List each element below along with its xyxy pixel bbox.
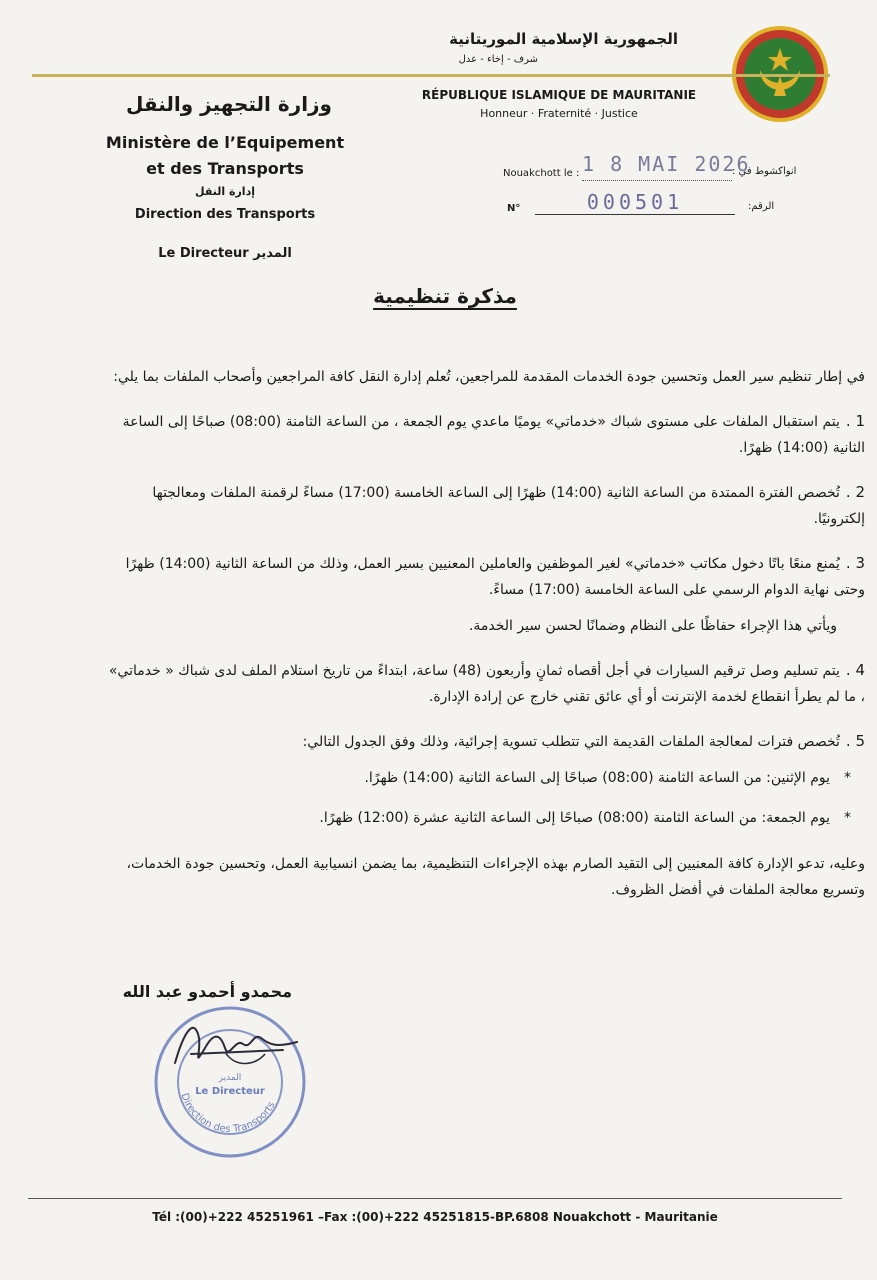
stamp-top-text: المدير [218, 1073, 242, 1083]
item-number: 2 . [845, 483, 865, 501]
item-text: يتم تسليم وصل ترقيم السيارات في أجل أقصاه ثمانٍ وأربعون (48) ساعة، ابتداءً من تاريخ استلام الملف لدى شباك « خدماتي» ، ما لم يطرأ انقطاع لخدمة الإنترنت أو أي عائق تقني خارج عن إرادة الإدارة. [108, 663, 865, 705]
memo-note: ويأتي هذا الإجراء حفاظًا على النظام وضمانًا لحسن سير الخدمة. [468, 618, 837, 634]
item-text: يتم استقبال الملفات على مستوى شباك «خدماتي» يوميًا ماعدي يوم الجمعة ، من الساعة الثامنة (08:00) صباحًا إلى الساعة الثانية (14:00) ظهرًا. [122, 414, 865, 456]
item-text: تُخصص الفترة الممتدة من الساعة الثانية (14:00) ظهرًا إلى الساعة الخامسة (17:00) مساءً لرقمنة الملفات ومعالجتها إلكترونيًا. [152, 485, 865, 527]
intro-paragraph: في إطار تنظيم سير العمل وتحسين جودة الخدمات المقدمة للمراجعين، تُعلم إدارة النقل كافة المراجعين وأصحاب الملفات بما يلي: [113, 369, 865, 385]
closing-paragraph: وعليه، تدعو الإدارة كافة المعنيين إلى التقيد الصارم بهذه الإجراءات التنظيمية، بما يضمن انسيابية العمل، وتحسين جودة الخدمات، وتسريع معالجة الملفات في أفضل الظروف. [126, 856, 865, 898]
memo-item-1 [100, 408, 865, 461]
ministry-name-ar: وزارة التجهيز والنقل [125, 92, 332, 116]
item-text: يُمنع منعًا باتًا دخول مكاتب «خدماتي» لغير الموظفين والعاملين المعنيين بسير العمل، وذلك من الساعة الثانية (14:00) ظهرًا وحتى نهاية الدوام الرسمي على الساعة الخامسة (17:00) مساءً. [125, 556, 865, 598]
item-number: 4 . [845, 661, 865, 679]
ministry-line-2: et des Transports [146, 159, 304, 178]
date-label-fr: Nouakchott le : [503, 168, 580, 179]
memo-item-2 [100, 479, 865, 532]
director-title-ar: المدير [253, 246, 292, 261]
header-rule [32, 74, 830, 77]
footer-contact: Tél :(00)+222 45251961 –Fax :(00)+222 45251815-BP.6808 Nouakchott - Mauritanie [152, 1210, 718, 1224]
direction-name-fr: Direction des Transports [134, 207, 316, 222]
number-label-fr: N° [507, 203, 521, 214]
stamp-center-text: Le Directeur [195, 1086, 265, 1097]
memo-item-5 [100, 728, 865, 755]
date-stamp: 1 8 MAI 2026 [582, 152, 732, 181]
memo-item-3 [100, 550, 865, 603]
republic-name-ar: الجمهورية الإسلامية الموريتانية [449, 30, 678, 48]
reference-number: 000501 [535, 190, 735, 215]
ministry-line-1: Ministère de l’Equipement [105, 133, 345, 152]
stamp-ring-text: Direction des Transports [178, 1091, 278, 1136]
item-number: 5 . [845, 732, 865, 750]
item-text: تُخصص فترات لمعالجة الملفات القديمة التي تتطلب تسوية إجرائية، وذلك وفق الجدول التالي: [302, 734, 840, 750]
schedule-monday: * يوم الإثنين: من الساعة الثامنة (08:00) صباحًا إلى الساعة الثانية (14:00) ظهرًا. [100, 765, 865, 791]
svg-text:Direction des Transports [179, 1092, 278, 1135]
signer-name: محمدو أحمدو عبد الله [122, 982, 292, 1001]
memo-item-4 [100, 657, 865, 710]
footer-rule [28, 1198, 842, 1199]
item-number: 3 . [845, 554, 865, 572]
motto-ar: شرف - إخاء - عدل [458, 54, 538, 65]
item-number: 1 . [845, 412, 865, 430]
handwritten-signature-icon [165, 1008, 315, 1088]
motto-fr: Honneur · Fraternité · Justice [480, 107, 638, 120]
schedule-friday: * يوم الجمعة: من الساعة الثامنة (08:00) صباحًا إلى الساعة الثانية عشرة (12:00) ظهرًا. [100, 805, 865, 831]
republic-name-fr: RÉPUBLIQUE ISLAMIQUE DE MAURITANIE [421, 88, 697, 102]
document-title: مذكرة تنظيمية [373, 284, 517, 308]
memo-body [100, 364, 865, 921]
director-title-fr: Le Directeur [158, 246, 249, 261]
date-label-ar: انواكشوط في : [732, 166, 797, 177]
number-label-ar: الرقم: [748, 201, 775, 212]
director-title [100, 246, 350, 261]
ministry-name-fr [100, 130, 350, 182]
direction-name-ar: إدارة النقل [195, 185, 255, 198]
